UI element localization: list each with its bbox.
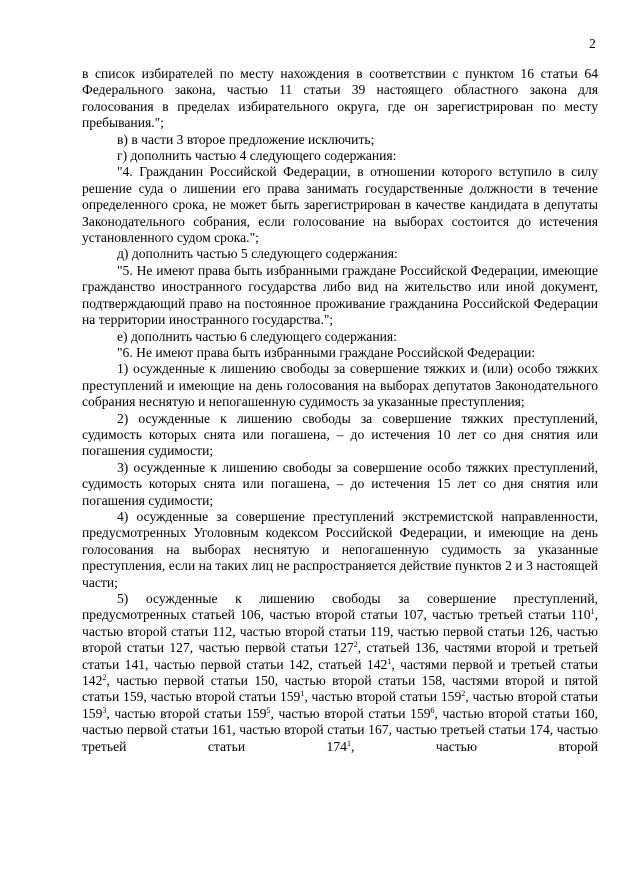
- paragraph: 4) осужденные за совершение преступлений экстремистской направленности, предусмотренных Уголовным кодексом Российской Федерации, и имеющие на день голосования на выборах неснятую и непогашенную судимость за указанные преступления, если на таких лиц не распространяется действие пунктов 2 и 3 настоящей части;: [82, 508, 598, 590]
- paragraph: "5. Не имеют права быть избранными граждане Российской Федерации, имеющие гражданство иностранного государства либо вид на жительство или иной документ, подтверждающий право на постоянное проживание гражданина Российской Федерации на территории иностранного государства.";: [82, 262, 598, 328]
- paragraph: 2) осужденные к лишению свободы за совершение тяжких преступлений, судимость которых снята или погашена, – до истечения 10 лет со дня снятия или погашения судимости;: [82, 410, 598, 459]
- paragraph: 3) осужденные к лишению свободы за совершение особо тяжких преступлений, судимость которых снята или погашена, – до истечения 15 лет со дня снятия или погашения судимости;: [82, 459, 598, 508]
- paragraph: в) в части 3 второе предложение исключить;: [117, 131, 375, 147]
- paragraph: "6. Не имеют права быть избранными граждане Российской Федерации:: [117, 344, 536, 360]
- paragraph: "4. Гражданин Российской Федерации, в отношении которого вступило в силу решение суда о лишении его права занимать государственные должности в течение определенного срока, не может быть зарегистрирован в качестве кандидата в депутаты Законодательного собрания, если голосование на выборах состоится до истечения установленного судом срока.";: [82, 164, 598, 246]
- paragraph: е) дополнить частью 6 следующего содержания:: [117, 328, 397, 344]
- document-body: [82, 66, 598, 755]
- paragraph: г) дополнить частью 4 следующего содержания:: [117, 148, 397, 164]
- page-number: 2: [589, 36, 596, 51]
- paragraph: д) дополнить частью 5 следующего содержания:: [117, 246, 398, 262]
- paragraph: 1) осужденные к лишению свободы за совершение тяжких и (или) особо тяжких преступлений и имеющие на день голосования на выборах депутатов Законодательного собрания неснятую и непогашенную судимость за указанные преступления;: [82, 361, 598, 410]
- paragraph: в список избирателей по месту нахождения в соответствии с пунктом 16 статьи 64 Федерального закона, частью 11 статьи 39 настоящего областного закона для голосования в пределах избирательного округа, где он зарегистрирован по месту пребывания.";: [82, 66, 598, 131]
- paragraph-item-5: 5) осужденные к лишению свободы за совершение преступлений, предусмотренных статьей 106, частью второй статьи 107, частью третьей статьи $110^1$, частью второй статьи 112, частью второй статьи 119, частью первой статьи 126, частью второй статьи 127, частью первой статьи $127^2$, статьей 136, частями второй и третьей статьи 141, частью первой статьи 142, статьей $142^1$, частями первой и третьей статьи $142^2$, частью первой статьи 150, частью второй статьи 158, частями второй и пятой статьи 159, частью второй статьи $159^1$, частью второй статьи $159^2$, частью второй статьи $159^3$, частью второй статьи $159^5$, частью второй статьи $159^6$, частью второй статьи 160, частью первой статьи 161, частью второй статьи 167, частью третьей статьи 174, частью третьей статьи $174^1$, частью второй: [82, 591, 599, 754]
